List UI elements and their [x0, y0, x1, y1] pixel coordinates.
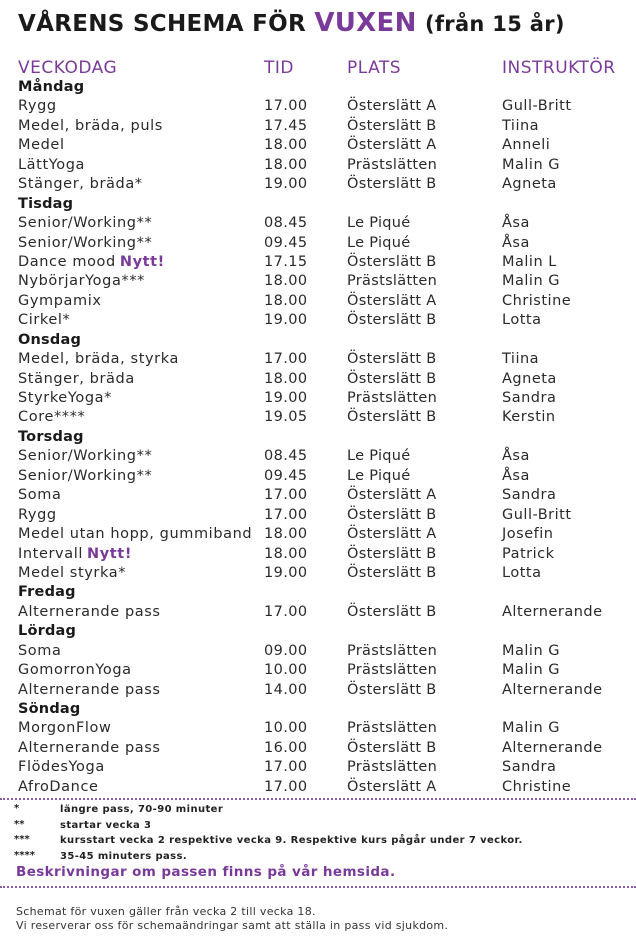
class-time: 17.00: [264, 778, 308, 795]
class-time: 17.00: [264, 506, 308, 523]
class-instructor: Christine: [502, 292, 572, 309]
day-heading: Söndag: [18, 701, 81, 717]
class-place: Österslätt B: [347, 351, 437, 368]
day-heading-row: [0, 583, 636, 602]
class-name-cell: [18, 545, 132, 564]
class-place: Le Piqué: [347, 467, 411, 484]
class-name-cell: [18, 739, 161, 758]
class-instructor: Malin G: [502, 720, 560, 737]
class-name: Cirkel*: [18, 312, 71, 329]
class-place: Österslätt B: [347, 603, 437, 620]
day-heading-row: [0, 78, 636, 97]
class-name: Rygg: [18, 506, 57, 523]
class-row: [0, 272, 636, 291]
class-instructor: Kerstin: [502, 409, 556, 426]
class-place: Österslätt A: [347, 487, 437, 504]
class-name: Core****: [18, 409, 86, 426]
class-time: 18.00: [264, 526, 308, 543]
class-place: Österslätt B: [347, 117, 437, 134]
class-place: Le Piqué: [347, 215, 411, 232]
class-row: [0, 175, 636, 194]
class-row: [0, 486, 636, 505]
footnote-text: längre pass, 70-90 minuter: [60, 804, 224, 815]
class-row: [0, 739, 636, 758]
class-name: Medel: [18, 137, 65, 154]
class-name-cell: [18, 253, 165, 272]
class-name: Soma: [18, 487, 62, 504]
class-name: Soma: [18, 642, 62, 659]
class-instructor: Åsa: [502, 448, 530, 465]
title-accent: VUXEN: [314, 8, 417, 38]
class-time: 17.00: [264, 487, 308, 504]
class-row: [0, 350, 636, 369]
class-row: [0, 117, 636, 136]
class-name: Gympamix: [18, 292, 102, 309]
class-instructor: Alternerande: [502, 681, 603, 698]
class-place: Österslätt B: [347, 176, 437, 193]
title-main: VÅRENS SCHEMA FÖR: [18, 11, 307, 37]
description-link-text: Beskrivningar om passen finns på vår hemsida.: [16, 864, 396, 880]
class-row: [0, 253, 636, 272]
class-instructor: Malin G: [502, 642, 560, 659]
class-place: Österslätt A: [347, 778, 437, 795]
class-instructor: Lotta: [502, 312, 542, 329]
class-row: [0, 234, 636, 253]
class-name-cell: [18, 214, 152, 233]
class-instructor: Agneta: [502, 176, 557, 193]
class-place: Österslätt B: [347, 506, 437, 523]
footnote-mark: *: [14, 803, 20, 814]
class-row: [0, 389, 636, 408]
class-name: Alternerande pass: [18, 681, 161, 698]
title-age-range: (från 15 år): [424, 12, 565, 36]
class-name-cell: [18, 272, 145, 291]
class-time: 19.00: [264, 176, 308, 193]
day-heading: Måndag: [18, 79, 85, 95]
class-name-cell: [18, 661, 132, 680]
class-place: Österslätt A: [347, 98, 437, 115]
class-time: 17.00: [264, 603, 308, 620]
class-place: Le Piqué: [347, 448, 411, 465]
class-row: [0, 506, 636, 525]
header-instructor: INSTRUKTÖR: [502, 58, 616, 78]
class-row: [0, 156, 636, 175]
class-time: 19.00: [264, 390, 308, 406]
class-place: Österslätt B: [347, 312, 437, 329]
class-name-cell: [18, 97, 57, 116]
class-name-cell: [18, 719, 111, 738]
class-name: Medel, bräda, styrka: [18, 351, 179, 368]
page-title: [18, 8, 565, 38]
class-name: FlödesYoga: [18, 759, 105, 776]
class-instructor: Malin G: [502, 662, 560, 679]
class-time: 18.00: [264, 292, 308, 309]
class-name-cell: [18, 370, 135, 389]
day-heading: Torsdag: [18, 428, 84, 445]
schedule-table: [0, 78, 636, 797]
class-name: Senior/Working**: [18, 448, 153, 465]
class-place: Österslätt B: [347, 370, 437, 387]
class-row: [0, 214, 636, 233]
class-instructor: Lotta: [502, 564, 542, 581]
class-instructor: Gull-Britt: [502, 506, 572, 523]
class-name-cell: [18, 311, 70, 330]
day-heading: Onsdag: [18, 331, 82, 348]
class-time: 09.45: [264, 234, 308, 251]
class-time: 18.00: [264, 370, 308, 387]
class-row: [0, 681, 636, 700]
class-row: [0, 311, 636, 330]
class-name: Senior/Working**: [18, 215, 153, 232]
class-row: [0, 292, 636, 311]
header-time: TID: [264, 58, 294, 78]
class-place: Prästslätten: [347, 642, 438, 659]
day-heading-row: [0, 195, 636, 214]
class-place: Prästslätten: [347, 720, 438, 737]
class-place: Österslätt A: [347, 137, 437, 154]
class-place: Österslätt B: [347, 545, 437, 562]
new-badge: Nytt!: [119, 253, 165, 270]
class-name-cell: [18, 758, 105, 777]
class-row: [0, 97, 636, 116]
class-place: Prästslätten: [347, 662, 438, 679]
class-place: Prästslätten: [347, 273, 438, 290]
class-name-cell: [18, 467, 152, 486]
class-time: 17.45: [264, 117, 308, 134]
class-place: Prästslätten: [347, 759, 438, 776]
class-time: 18.00: [264, 545, 308, 562]
class-name-cell: [18, 292, 102, 311]
class-name: StyrkeYoga*: [18, 390, 112, 406]
class-instructor: Åsa: [502, 467, 530, 484]
class-place: Österslätt A: [347, 526, 437, 543]
class-name-cell: [18, 564, 126, 583]
class-name-cell: [18, 408, 85, 427]
class-row: [0, 603, 636, 622]
divider-bottom: [0, 886, 636, 888]
class-name-cell: [18, 681, 161, 700]
class-name-cell: [18, 506, 57, 525]
class-name: Dance mood: [18, 253, 116, 270]
class-time: 09.00: [264, 642, 308, 659]
class-instructor: Alternerande: [502, 603, 603, 620]
class-name-cell: [18, 447, 152, 466]
footnote-text: startar vecka 3: [60, 819, 152, 831]
header-day: VECKODAG: [18, 58, 118, 78]
class-name: Senior/Working**: [18, 467, 153, 484]
class-instructor: Malin G: [502, 156, 560, 173]
class-name-cell: [18, 117, 163, 136]
class-name-cell: [18, 175, 143, 194]
class-time: 18.00: [264, 156, 308, 173]
class-place: Österslätt A: [347, 292, 437, 309]
day-heading-row: [0, 700, 636, 719]
class-instructor: Agneta: [502, 370, 557, 387]
class-name: Senior/Working**: [18, 234, 153, 251]
day-heading-row: [0, 622, 636, 641]
day-heading-row: [0, 331, 636, 350]
class-instructor: Christine: [502, 778, 572, 795]
class-instructor: Sandra: [502, 390, 557, 406]
footnote-text: 35-45 minuters pass.: [60, 850, 188, 862]
class-name: Medel styrka*: [18, 564, 127, 581]
class-place: Österslätt B: [347, 681, 437, 698]
new-badge: Nytt!: [86, 545, 133, 562]
class-row: [0, 525, 636, 544]
class-row: [0, 545, 636, 564]
class-name: Medel, bräda, puls: [18, 117, 163, 134]
day-heading: Lördag: [18, 623, 77, 640]
class-time: 10.00: [264, 720, 308, 737]
day-heading: Fredag: [18, 584, 76, 601]
class-instructor: Sandra: [502, 487, 557, 504]
class-name-cell: [18, 350, 179, 369]
header-place: PLATS: [347, 58, 402, 78]
class-row: [0, 778, 636, 797]
class-row: [0, 661, 636, 680]
class-name: NybörjarYoga***: [18, 273, 145, 290]
class-instructor: Sandra: [502, 759, 557, 776]
class-time: 18.00: [264, 137, 308, 154]
class-name: Alternerande pass: [18, 603, 161, 620]
class-instructor: Malin G: [502, 273, 560, 290]
class-name: AfroDance: [18, 778, 99, 795]
class-name-cell: [18, 486, 62, 505]
class-name: Alternerande pass: [18, 739, 161, 756]
class-instructor: Tiina: [502, 117, 540, 134]
class-row: [0, 370, 636, 389]
class-name: GomorronYoga: [18, 662, 132, 679]
class-place: Prästslätten: [347, 390, 438, 406]
class-time: 19.00: [264, 312, 308, 329]
class-time: 19.00: [264, 564, 308, 581]
class-row: [0, 467, 636, 486]
class-name-cell: [18, 389, 112, 408]
class-name-cell: [18, 156, 85, 175]
class-time: 18.00: [264, 273, 308, 290]
class-instructor: Josefin: [502, 526, 554, 543]
footnote-mark: ****: [14, 849, 35, 861]
class-instructor: Tiina: [502, 351, 540, 368]
footer-validity: Schemat för vuxen gäller från vecka 2 till vecka 18.: [16, 905, 316, 918]
class-name: Stänger, bräda: [18, 370, 135, 387]
class-name: MorgonFlow: [18, 720, 112, 737]
class-place: Österslätt B: [347, 739, 437, 756]
class-name: Rygg: [18, 98, 57, 115]
class-instructor: Åsa: [502, 215, 530, 232]
class-instructor: Alternerande: [502, 739, 603, 756]
class-place: Österslätt B: [347, 409, 437, 426]
footnote-mark: **: [14, 818, 25, 830]
class-instructor: Malin L: [502, 253, 557, 270]
class-row: [0, 564, 636, 583]
class-name: Stänger, bräda*: [18, 176, 143, 193]
class-time: 14.00: [264, 681, 308, 698]
class-row: [0, 719, 636, 738]
class-instructor: Anneli: [502, 137, 551, 154]
class-time: 17.00: [264, 759, 308, 776]
class-time: 19.05: [264, 409, 308, 426]
class-place: Prästslätten: [347, 156, 438, 173]
class-place: Le Piqué: [347, 234, 411, 251]
class-row: [0, 447, 636, 466]
footer-disclaimer: Vi reserverar oss för schemaändringar samt att ställa in pass vid sjukdom.: [16, 919, 449, 932]
class-row: [0, 758, 636, 777]
class-name: LättYoga: [18, 156, 86, 173]
class-time: 16.00: [264, 739, 308, 756]
class-instructor: Gull-Britt: [502, 98, 572, 115]
class-place: Österslätt B: [347, 564, 437, 581]
class-instructor: Patrick: [502, 545, 555, 562]
class-time: 08.45: [264, 448, 308, 465]
class-name-cell: [18, 778, 99, 797]
class-time: 17.00: [264, 351, 308, 368]
class-place: Österslätt B: [347, 253, 437, 270]
class-time: 17.15: [264, 253, 308, 270]
class-time: 08.45: [264, 215, 308, 232]
class-instructor: Åsa: [502, 234, 530, 251]
class-row: [0, 136, 636, 155]
divider-top: [0, 798, 636, 800]
class-row: [0, 408, 636, 427]
footnote-text: kursstart vecka 2 respektive vecka 9. Respektive kurs pågår under 7 veckor.: [60, 835, 523, 846]
class-row: [0, 642, 636, 661]
class-name: Medel utan hopp, gummiband: [18, 526, 253, 543]
class-time: 17.00: [264, 98, 308, 115]
class-name-cell: [18, 525, 252, 544]
class-name-cell: [18, 234, 152, 253]
class-time: 09.45: [264, 467, 308, 484]
class-time: 10.00: [264, 662, 308, 679]
day-heading: Tisdag: [18, 195, 74, 212]
day-heading-row: [0, 428, 636, 447]
footnote-mark: ***: [14, 834, 30, 845]
class-name-cell: [18, 136, 65, 155]
class-name: Intervall: [18, 545, 83, 562]
class-name-cell: [18, 603, 161, 622]
class-name-cell: [18, 642, 62, 661]
